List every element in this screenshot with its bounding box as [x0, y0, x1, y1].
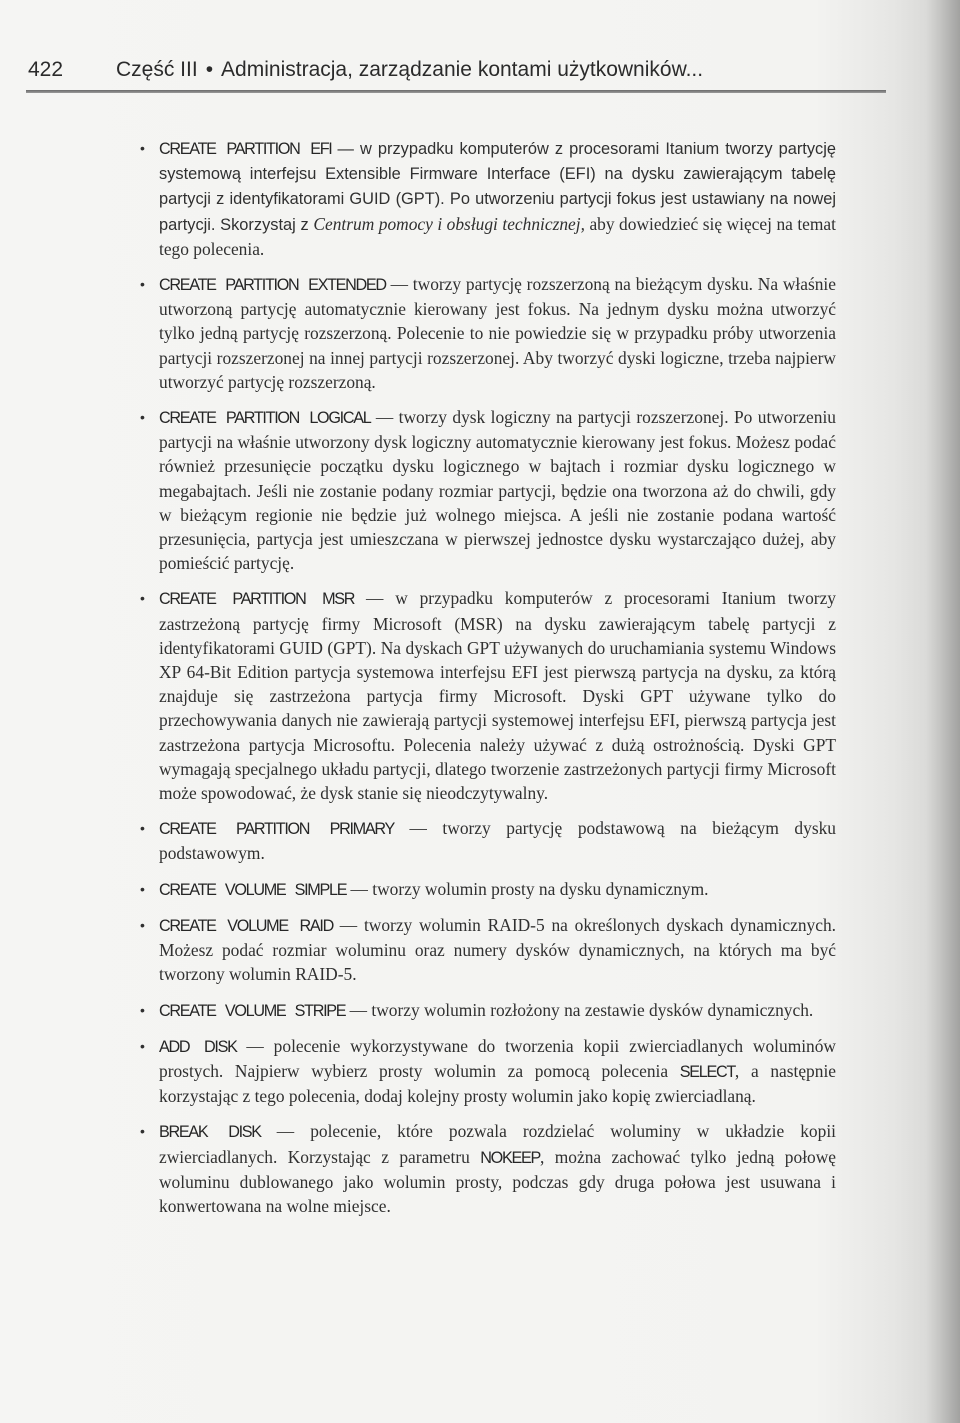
header-title: Administracja, zarządzanie kontami użytkowników... — [221, 58, 704, 81]
list-item-create-volume-raid — [136, 913, 836, 987]
bullet-list — [136, 136, 836, 1229]
list-item-create-partition-primary — [136, 816, 836, 865]
list-item-create-partition-efi — [136, 136, 836, 261]
command-name: ADD DISK — [159, 1037, 237, 1056]
item-text: — w przypadku komputerów z procesorami Itanium tworzy zastrzeżoną partycję firmy Microsoft (MSR) na dysku zawierającym tabelę partycji z identyfikatorami GUID (GPT). Na dyskach GPT używanych do uruchamiania systemu Windows XP 64-Bit Edition partycja systemowa interfejsu EFI jest pierwszą partycja na dysku, za którą znajduje się zastrzeżona partycja firmy Microsoft. Dyski GPT używane tylko do przechowywania danych nie zawierają partycji systemowej interfejsu EFI, pierwszą partycja jest zastrzeżona partycja Microsoftu. Polecenia należy używać z dużą ostrożnością. Dyski GPT wymagają specjalnego układu partycji, dlatego tworzenie zastrzeżonych partycji firmy Microsoft może spowodować, że dysk stanie się nieodczytywalny. — [159, 588, 837, 804]
page-edge-shadow — [926, 0, 960, 1423]
bullet-icon: • — [140, 916, 145, 933]
header-rule — [26, 90, 886, 93]
bullet-icon: • — [140, 880, 145, 897]
command-name: BREAK DISK — [159, 1123, 261, 1142]
item-text-continued: , można zachować tylko jedną połowę woluminu dublowanego jako wolumin prosty, podczas gdy druga połowa jest usuwana i konwertowana na wolne miejsce. — [159, 1146, 837, 1216]
list-item-break-disk — [136, 1119, 836, 1218]
item-text: — tworzy partycję rozszerzoną na bieżącym dysku. Na właśnie utworzoną partycję automatycznie kierowany jest fokus. Na jednym dysku można utworzyć tylko jedną partycję rozszerzoną. Polecenie to nie powiedzie się w przypadku próby utworzenia partycji rozszerzonej na innej partycji rozszerzonej. Aby tworzyć dyski logiczne, trzeba najpierw utworzyć partycję rozszerzoną. — [159, 274, 836, 392]
item-text: — tworzy dysk logiczny na partycji rozszerzonej. Po utworzeniu partycji na właśnie utworzony dysk logiczny automatycznie kierowany jest fokus. Możesz podać również przesunięcie początku dysku logicznego w bajtach i rozmiar dysku logicznego w megabajtach. Jeśli nie zostanie podany rozmiar partycji, będzie ona tworzona aż do chwili, gdy w bieżącym regionie nie będzie już wolnego miejsca. A jeśli nie zostanie podana wartość przesunięcia, partycja jest umieszczana w pierwszej jednostce dysku wystarczająco dużej, aby pomieścić partycję. — [159, 407, 836, 574]
bullet-icon: • — [140, 1001, 145, 1018]
header-separator: • — [205, 58, 214, 81]
command-name: CREATE PARTITION EXTENDED — [159, 276, 386, 295]
item-text: — tworzy wolumin prosty na dysku dynamicznym. — [346, 878, 709, 899]
bullet-icon: • — [140, 276, 145, 293]
command-name: CREATE PARTITION PRIMARY — [159, 820, 394, 839]
bullet-icon: • — [140, 820, 145, 837]
inline-command: NOKEEP — [480, 1148, 540, 1167]
page-number: 422 — [28, 58, 64, 81]
command-name: CREATE PARTITION LOGICAL — [159, 409, 371, 428]
list-item-create-partition-extended — [136, 272, 836, 394]
header-part: Część III — [116, 58, 198, 81]
command-name: CREATE PARTITION EFI — [159, 140, 332, 158]
item-text-continued: , a następnie korzystając z tego polecenia, dodaj kolejny prosty wolumin jako kopię zwierciadlaną. — [159, 1060, 837, 1107]
command-name: CREATE VOLUME RAID — [159, 916, 333, 935]
item-text: — polecenie wykorzystywane do tworzenia kopii zwierciadlanych woluminów prostych. Najpierw wybierz prosty wolumin za pomocą polecenia — [159, 1035, 836, 1081]
item-text: — tworzy partycję podstawową na bieżącym dysku podstawowym. — [159, 818, 836, 864]
command-name: CREATE PARTITION MSR — [159, 590, 355, 609]
item-text: — tworzy wolumin RAID-5 na określonych dyskach dynamicznych. Możesz podać rozmiar woluminu oraz numery dysków dynamicznych, na których ma być tworzony wolumin RAID-5. — [159, 914, 836, 985]
bullet-icon: • — [140, 1123, 145, 1140]
bullet-icon: • — [140, 409, 145, 426]
item-italic-text: Centrum pomocy i obsługi technicznej, — [313, 213, 585, 234]
list-item-create-partition-logical — [136, 405, 836, 575]
list-item-create-partition-msr — [136, 586, 836, 805]
command-name: CREATE VOLUME STRIPE — [159, 1001, 346, 1020]
bullet-icon: • — [140, 590, 145, 607]
inline-command: SELECT — [679, 1062, 735, 1081]
item-text: — polecenie, które pozwala rozdzielać woluminy w układzie kopii zwierciadlanych. Korzystając z parametru — [159, 1121, 836, 1167]
bullet-icon: • — [140, 1037, 145, 1054]
bullet-icon: • — [140, 140, 145, 156]
item-text-continued: aby dowiedzieć się więcej na temat tego polecenia. — [159, 213, 836, 259]
command-name: CREATE VOLUME SIMPLE — [159, 880, 347, 899]
item-text: — w przypadku komputerów z procesorami Itanium tworzy partycję systemową interfejsu Extensible Firmware Interface (EFI) na dysku zawierającym tabelę partycji z identyfikatorami GUID (GPT). Po utworzeniu partycji fokus jest ustawiany na nowej partycji. Skorzystaj z — [159, 140, 836, 234]
running-header — [28, 58, 888, 82]
item-text: — tworzy wolumin rozłożony na zestawie dysków dynamicznych. — [345, 999, 814, 1020]
list-item-create-volume-stripe — [136, 998, 836, 1023]
list-item-create-volume-simple — [136, 877, 836, 902]
list-item-add-disk — [136, 1034, 836, 1109]
